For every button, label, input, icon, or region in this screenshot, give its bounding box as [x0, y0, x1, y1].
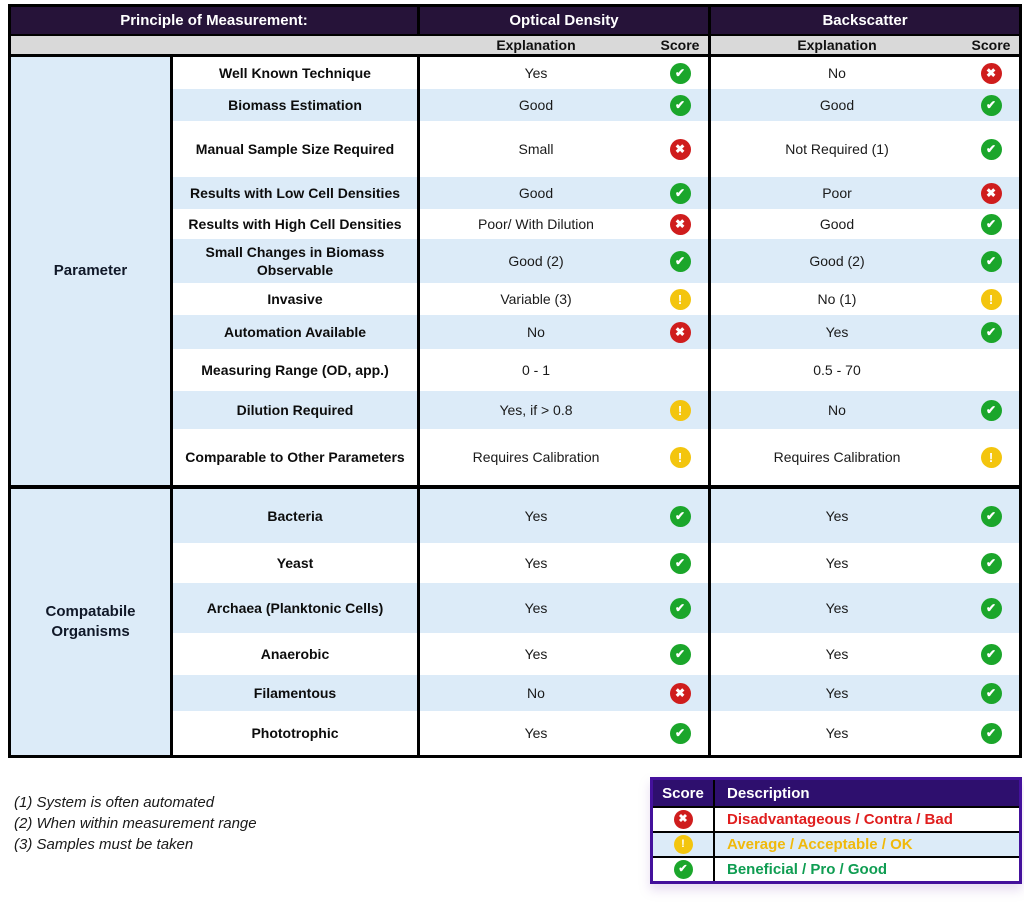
table-row	[173, 429, 1019, 485]
score-icon-box	[652, 644, 708, 665]
table-row	[173, 89, 1019, 121]
table-row	[173, 57, 1019, 89]
method-header-backscatter: Backscatter	[822, 12, 908, 29]
legend-score-cell	[653, 833, 715, 856]
check-icon: ✔	[981, 644, 1002, 665]
explanation-text: Poor	[822, 185, 852, 201]
explanation-text: 0 - 1	[521, 362, 550, 378]
table-row	[173, 283, 1019, 315]
optical-density-cell	[420, 391, 711, 429]
backscatter-cell	[711, 349, 1019, 391]
explanation-text: Good (2)	[809, 253, 865, 269]
table-row	[173, 177, 1019, 209]
legend-description-cell: Beneficial / Pro / Good	[727, 861, 888, 878]
score-icon-box	[963, 506, 1019, 527]
backscatter-cell	[711, 543, 1019, 583]
score-icon-box	[963, 447, 1019, 468]
explanation-text: Poor/ With Dilution	[478, 216, 594, 232]
table-row	[173, 121, 1019, 177]
explanation-column-label: Explanation	[797, 37, 877, 53]
explanation-text: Yes	[825, 324, 849, 340]
score-icon-box	[652, 723, 708, 744]
explanation-column-label: Explanation	[496, 37, 576, 53]
parameter-name-cell: Filamentous	[173, 675, 420, 711]
table-row	[173, 391, 1019, 429]
explanation-text: Yes	[825, 600, 849, 616]
group-label-parameter: Parameter	[11, 57, 173, 485]
optical-density-cell	[420, 177, 711, 209]
optical-density-cell	[420, 675, 711, 711]
optical-density-cell	[420, 239, 711, 283]
table-subheader-row	[11, 36, 1019, 57]
footnote-3: (3) Samples must be taken	[14, 836, 194, 853]
backscatter-cell	[711, 429, 1019, 485]
score-icon-box	[652, 683, 708, 704]
backscatter-cell	[711, 57, 1019, 89]
optical-density-cell	[420, 429, 711, 485]
optical-density-cell	[420, 283, 711, 315]
backscatter-cell	[711, 239, 1019, 283]
score-icon-box	[652, 289, 708, 310]
explanation-text: No	[527, 685, 545, 701]
explanation-text: Requires Calibration	[472, 449, 600, 465]
check-icon: ✔	[981, 139, 1002, 160]
score-icon-box	[652, 553, 708, 574]
explanation-text: Not Required (1)	[785, 141, 889, 157]
backscatter-cell	[711, 391, 1019, 429]
check-icon: ✔	[981, 683, 1002, 704]
explanation-text: Yes	[524, 725, 548, 741]
score-column-label: Score	[971, 37, 1011, 53]
score-icon-box	[963, 322, 1019, 343]
method-header-optical-density: Optical Density	[420, 7, 711, 34]
score-icon-box	[652, 95, 708, 116]
explanation-text: Good (2)	[508, 253, 564, 269]
score-icon-box	[963, 95, 1019, 116]
check-icon: ✔	[670, 598, 691, 619]
legend-score-header: Score	[653, 780, 715, 806]
backscatter-cell	[711, 177, 1019, 209]
legend-rows	[653, 806, 1019, 881]
parameter-name-cell: Phototrophic	[173, 711, 420, 755]
section-rows	[173, 57, 1019, 485]
exclamation-icon: !	[670, 447, 691, 468]
group-label-compatabile-organisms: Compatabile Organisms	[11, 489, 173, 755]
cross-icon: ✖	[670, 683, 691, 704]
explanation-text: Yes	[524, 65, 548, 81]
backscatter-cell	[711, 209, 1019, 239]
explanation-text: Good	[518, 97, 554, 113]
explanation-text: 0.5 - 70	[813, 362, 861, 378]
optical-density-cell	[420, 315, 711, 349]
parameter-name-cell: Small Changes in Biomass Observable	[173, 239, 420, 283]
optical-density-cell	[420, 121, 711, 177]
optical-density-cell	[420, 57, 711, 89]
optical-density-cell	[420, 489, 711, 543]
score-icon-box	[963, 183, 1019, 204]
principle-header-cell: Principle of Measurement:	[11, 7, 420, 34]
score-icon-box	[963, 400, 1019, 421]
cross-icon: ✖	[670, 322, 691, 343]
score-icon-box	[963, 139, 1019, 160]
check-icon: ✔	[674, 860, 693, 879]
score-icon-box	[652, 322, 708, 343]
table-row	[173, 633, 1019, 675]
legend-row	[653, 806, 1019, 831]
explanation-text: Yes	[825, 725, 849, 741]
table-row	[173, 711, 1019, 755]
exclamation-icon: !	[670, 289, 691, 310]
explanation-text: Yes	[825, 685, 849, 701]
explanation-text: Yes	[825, 508, 849, 524]
cross-icon: ✖	[674, 810, 693, 829]
section-rows	[173, 489, 1019, 755]
check-icon: ✔	[981, 322, 1002, 343]
check-icon: ✔	[981, 598, 1002, 619]
check-icon: ✔	[981, 214, 1002, 235]
exclamation-icon: !	[981, 289, 1002, 310]
score-icon-box	[652, 400, 708, 421]
backscatter-cell	[711, 711, 1019, 755]
score-legend	[650, 777, 1022, 884]
check-icon: ✔	[981, 506, 1002, 527]
parameter-name-cell: Well Known Technique	[173, 57, 420, 89]
explanation-text: Good	[518, 185, 554, 201]
explanation-text: Yes	[825, 646, 849, 662]
legend-score-cell	[653, 808, 715, 831]
explanation-text: No (1)	[817, 291, 857, 307]
score-icon-box	[652, 506, 708, 527]
parameter-name-cell: Archaea (Planktonic Cells)	[173, 583, 420, 633]
comparison-table	[8, 4, 1022, 758]
check-icon: ✔	[981, 553, 1002, 574]
score-icon-box	[652, 598, 708, 619]
explanation-text: Yes	[825, 555, 849, 571]
footnote-1: (1) System is often automated	[14, 794, 215, 811]
score-icon-box	[963, 723, 1019, 744]
legend-row	[653, 831, 1019, 856]
parameter-name-cell: Results with High Cell Densities	[173, 209, 420, 239]
parameter-name-cell: Invasive	[173, 283, 420, 315]
table-row	[173, 583, 1019, 633]
score-icon-box	[963, 598, 1019, 619]
explanation-text: Yes	[524, 646, 548, 662]
cross-icon: ✖	[981, 183, 1002, 204]
check-icon: ✔	[670, 95, 691, 116]
legend-description-cell: Average / Acceptable / OK	[727, 836, 913, 853]
check-icon: ✔	[670, 723, 691, 744]
parameter-name-cell: Automation Available	[173, 315, 420, 349]
exclamation-icon: !	[670, 400, 691, 421]
footnotes	[14, 792, 257, 855]
score-icon-box	[963, 63, 1019, 84]
table-row	[173, 675, 1019, 711]
score-column-label: Score	[660, 37, 700, 53]
score-icon-box	[963, 251, 1019, 272]
check-icon: ✔	[981, 95, 1002, 116]
exclamation-icon: !	[674, 835, 693, 854]
score-icon-box	[963, 289, 1019, 310]
check-icon: ✔	[981, 723, 1002, 744]
backscatter-cell	[711, 675, 1019, 711]
explanation-text: Yes	[524, 600, 548, 616]
cross-icon: ✖	[670, 139, 691, 160]
subheader-optical-density	[420, 36, 711, 54]
score-icon-box	[963, 644, 1019, 665]
explanation-text: Small	[518, 141, 554, 157]
explanation-text: No	[527, 324, 545, 340]
score-icon-box	[652, 139, 708, 160]
score-icon-box	[963, 214, 1019, 235]
legend-description-cell: Disadvantageous / Contra / Bad	[727, 811, 953, 828]
section-parameter	[11, 57, 1019, 485]
check-icon: ✔	[670, 644, 691, 665]
parameter-name-cell: Results with Low Cell Densities	[173, 177, 420, 209]
backscatter-cell	[711, 283, 1019, 315]
score-icon-box	[963, 683, 1019, 704]
footnote-2: (2) When within measurement range	[14, 815, 257, 832]
parameter-name-cell: Anaerobic	[173, 633, 420, 675]
backscatter-cell	[711, 583, 1019, 633]
score-icon-box	[652, 183, 708, 204]
score-icon-box	[652, 214, 708, 235]
table-row	[173, 239, 1019, 283]
table-row	[173, 315, 1019, 349]
check-icon: ✔	[981, 400, 1002, 421]
table-row	[173, 209, 1019, 239]
explanation-text: Yes	[524, 555, 548, 571]
section-compatabile-organisms	[11, 485, 1019, 755]
backscatter-cell	[711, 489, 1019, 543]
subheader-spacer	[11, 36, 420, 54]
backscatter-cell	[711, 633, 1019, 675]
backscatter-cell	[711, 89, 1019, 121]
parameter-name-cell: Dilution Required	[173, 391, 420, 429]
table-row	[173, 489, 1019, 543]
optical-density-cell	[420, 349, 711, 391]
explanation-text: Yes	[524, 508, 548, 524]
optical-density-cell	[420, 89, 711, 121]
score-icon-box	[652, 251, 708, 272]
explanation-text: No	[828, 402, 846, 418]
check-icon: ✔	[981, 251, 1002, 272]
table-row	[173, 349, 1019, 391]
parameter-name-cell: Biomass Estimation	[173, 89, 420, 121]
exclamation-icon: !	[981, 447, 1002, 468]
explanation-text: Yes, if > 0.8	[499, 402, 573, 418]
explanation-text: No	[828, 65, 846, 81]
cross-icon: ✖	[981, 63, 1002, 84]
table-row	[173, 543, 1019, 583]
explanation-text: Requires Calibration	[773, 449, 901, 465]
parameter-name-cell: Comparable to Other Parameters	[173, 429, 420, 485]
score-icon-box	[963, 553, 1019, 574]
check-icon: ✔	[670, 553, 691, 574]
parameter-name-cell: Bacteria	[173, 489, 420, 543]
parameter-name-cell: Yeast	[173, 543, 420, 583]
check-icon: ✔	[670, 506, 691, 527]
optical-density-cell	[420, 543, 711, 583]
legend-score-cell	[653, 858, 715, 881]
optical-density-cell	[420, 711, 711, 755]
legend-row	[653, 856, 1019, 881]
check-icon: ✔	[670, 251, 691, 272]
subheader-backscatter	[711, 36, 1019, 54]
score-icon-box	[652, 447, 708, 468]
score-icon-box	[652, 63, 708, 84]
parameter-name-cell: Manual Sample Size Required	[173, 121, 420, 177]
cross-icon: ✖	[670, 214, 691, 235]
backscatter-cell	[711, 315, 1019, 349]
backscatter-cell	[711, 121, 1019, 177]
explanation-text: Good	[819, 97, 855, 113]
optical-density-cell	[420, 209, 711, 239]
explanation-text: Good	[819, 216, 855, 232]
check-icon: ✔	[670, 63, 691, 84]
parameter-name-cell: Measuring Range (OD, app.)	[173, 349, 420, 391]
optical-density-cell	[420, 633, 711, 675]
legend-header-row	[653, 780, 1019, 806]
table-header-row	[11, 7, 1019, 34]
explanation-text: Variable (3)	[500, 291, 572, 307]
legend-description-header: Description	[727, 784, 810, 802]
check-icon: ✔	[670, 183, 691, 204]
optical-density-cell	[420, 583, 711, 633]
